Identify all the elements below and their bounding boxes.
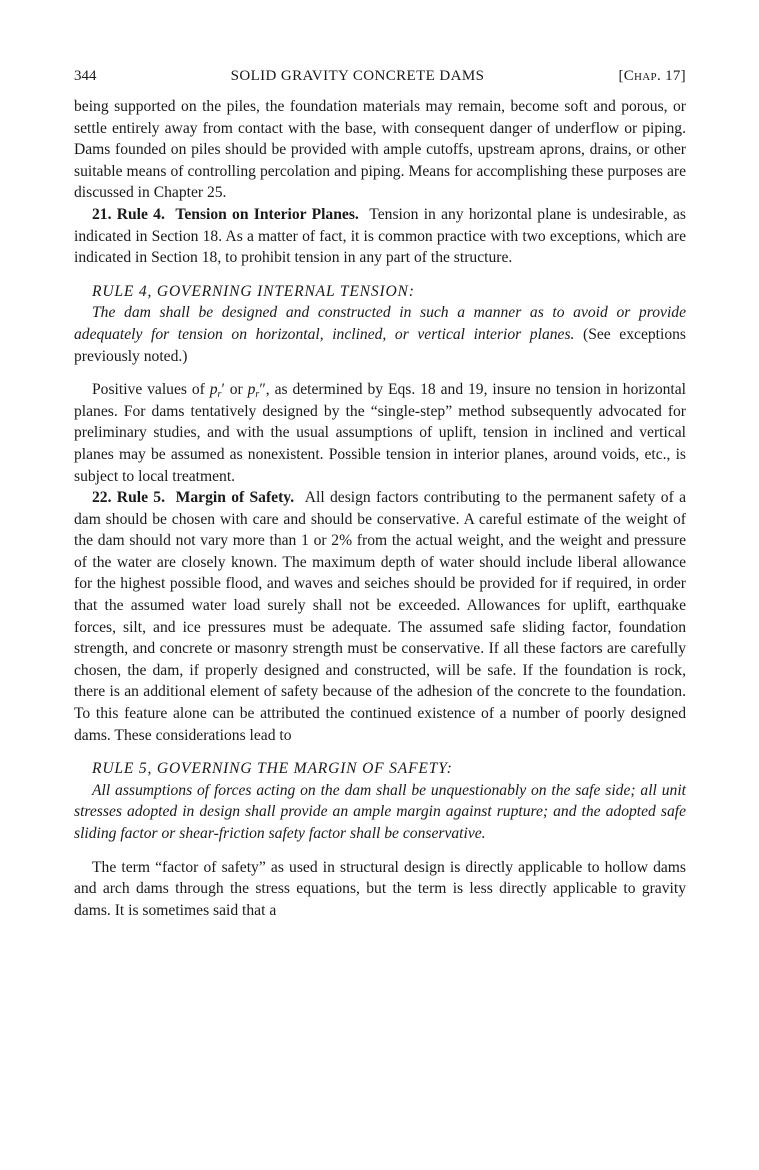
rule-4-block [74, 281, 686, 367]
paragraph-piles: being supported on the piles, the foundation materials may remain, become soft and porous, or settle entirely away from contact with the base, with consequent danger of underflow or piping. Dams founded on piles should be provided with ample cutoffs, upstream aprons, drains, or other suitable means of controlling percolation and piping. Means for accomplishing these purposes are discussed in Chapter 25. [74, 98, 686, 202]
section-21-title: Tension on Interior Planes. [175, 205, 359, 223]
section-21-paragraph [74, 204, 686, 269]
chapter-reference [618, 66, 686, 88]
rule-4-statement: The dam shall be designed and constructed in such a manner as to avoid or provide adequately for tension on horizontal, inclined, or vertical interior planes. [74, 304, 686, 343]
section-21-number: 21. Rule 4. [92, 205, 165, 223]
rule-4-note: (See exceptions previously noted.) [74, 325, 686, 365]
subscript-r: r [255, 389, 260, 401]
section-22-title: Margin of Safety. [175, 489, 295, 507]
section-22-text: All design factors contributing to the permanent safety of a dam should be chosen with care and should be conservative. A careful estimate of the weight of the dam should not vary more than 1 or 2% from the actual weight, and the weight and pressure of the water are closely known. The maximum depth of water should include liberal allowance for the highest possible flood, and waves and seiches should be provided for if required, in order that the assumed water load surely shall not be exceeded. Allowances for uplift, earthquake forces, silt, and ice pressures must be adequate. The assumed safe sliding factor, foundation strength, and concrete or masonry strength must be conservative. If all these factors are carefully chosen, the dam, if properly designed and constructed, will be safe. If the foundation is rock, there is an additional element of safety because of the adhesion of the concrete to the foundation. To this feature alone can be attributed the continued existence of a number of poorly designed dams. These considerations lead to [74, 489, 687, 744]
rule-4-text [74, 302, 686, 367]
book-page [74, 66, 686, 921]
symbol-p: p [247, 381, 256, 399]
section-21-text: Tension in any horizontal plane is undesirable, as indicated in Section 18. As a matter of fact, it is common practice with two exceptions, which are indicated in Section 18, to prohibit tension in any part of the structure. [74, 205, 686, 267]
paragraph-factor-of-safety: The term “factor of safety” as used in structural design is directly applicable to hollow dams and arch dams through the stress equations, but the term is less directly applicable to gravity dams. It is sometimes said that a [74, 858, 686, 919]
symbol-p: p [209, 381, 218, 399]
rule-5-block [74, 758, 686, 844]
section-22-number: 22. Rule 5. [92, 489, 166, 507]
rule-5-heading: RULE 5, GOVERNING THE MARGIN OF SAFETY: [92, 760, 453, 778]
rule-5-text: All assumptions of forces acting on the dam shall be unquestionably on the safe side; all unit stresses adopted in design shall provide an ample margin against rupture; and the adopted safe sliding factor or shear-friction safety factor shall be conservative. [74, 781, 686, 842]
chapter-number: 17] [665, 68, 686, 84]
symbol-p-prime [209, 381, 222, 401]
chapter-bracket: [ [618, 68, 624, 84]
chapter-word: Chap. [623, 68, 662, 84]
text-run: Positive values of [92, 381, 210, 399]
text-run: ′ or [221, 381, 248, 399]
symbol-p-double-prime [247, 381, 260, 401]
paragraph-positive-values [74, 379, 686, 487]
running-title: SOLID GRAVITY CONCRETE DAMS [230, 68, 485, 84]
running-header [74, 66, 686, 88]
section-22-paragraph [74, 487, 686, 746]
text-run: ″, as determined by Eqs. 18 and 19, insure no tension in horizontal planes. For dams tentatively designed by the “single-step” method subsequently advocated for preliminary studies, and with the usual assumptions of uplift, tension in inclined and vertical planes may be assumed as nonexistent. Possible tension in interior planes, around voids, etc., is subject to local treatment. [74, 381, 687, 485]
page-number: 344 [74, 68, 97, 84]
subscript-r: r [217, 389, 222, 401]
rule-4-heading: RULE 4, GOVERNING INTERNAL TENSION: [92, 282, 415, 300]
